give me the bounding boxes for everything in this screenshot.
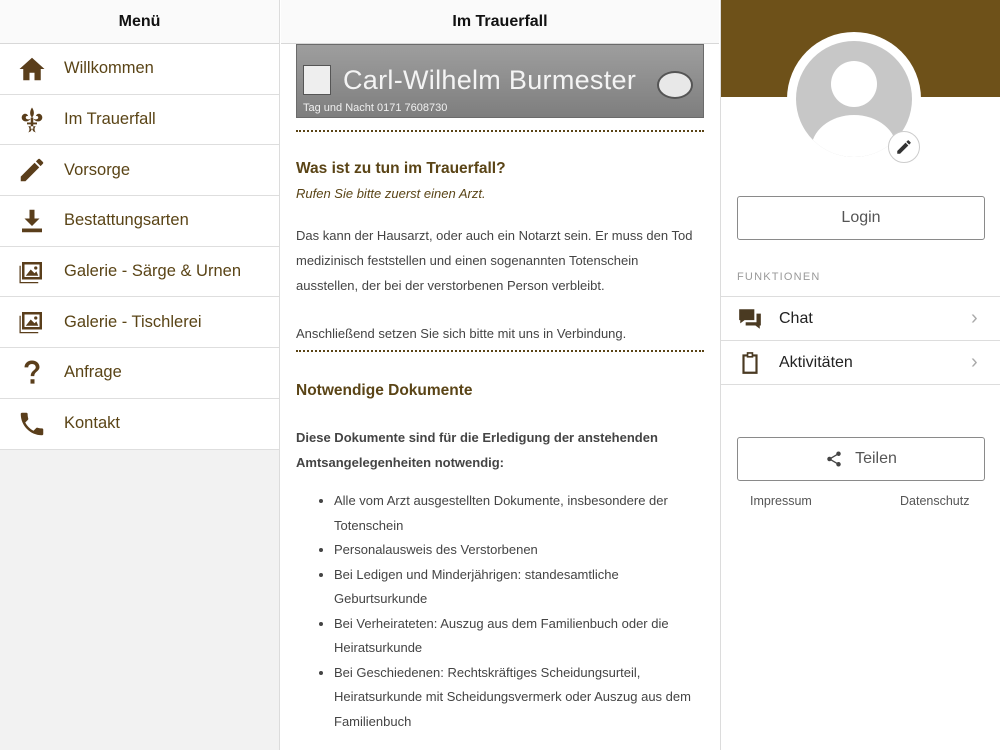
section-heading-trauerfall: Was ist zu tun im Trauerfall?: [296, 160, 506, 177]
menu-item-bestattungsarten[interactable]: [0, 196, 279, 247]
documents-list: [334, 489, 704, 734]
impressum-link[interactable]: Impressum: [750, 494, 812, 508]
content-body: [281, 44, 719, 734]
section-heading-dokumente: Notwendige Dokumente: [296, 382, 473, 399]
datenschutz-link[interactable]: Datenschutz: [900, 494, 970, 508]
share-icon: [825, 450, 843, 468]
menu-item-label: Galerie - Tischlerei: [64, 312, 202, 331]
company-phone: Tag und Nacht 0171 7608730: [303, 102, 448, 114]
menu-item-label: Kontakt: [64, 414, 120, 433]
menu-item-label: Vorsorge: [64, 160, 131, 179]
list-item: • Alle vom Arzt ausgestellten Dokumente, insbesondere der Totenschein: [334, 489, 704, 538]
company-emblem: [657, 71, 693, 99]
login-button[interactable]: Login: [737, 196, 985, 240]
company-banner: [296, 44, 704, 118]
page-title: Im Trauerfall: [281, 0, 719, 44]
menu-item-anfrage[interactable]: [0, 348, 279, 399]
function-label: Chat: [779, 309, 813, 327]
gallery-icon: [0, 257, 64, 287]
gallery-icon: [0, 307, 64, 337]
menu-item-willkommen[interactable]: [0, 44, 279, 95]
function-item-aktivitaeten[interactable]: [721, 341, 1000, 385]
function-item-chat[interactable]: [721, 297, 1000, 341]
list-item: • Personalausweis des Verstorbenen: [334, 538, 704, 563]
section-intro: Rufen Sie bitte zuerst einen Arzt.: [296, 186, 486, 201]
association-logo: [303, 65, 331, 95]
menu-item-galerie-tischlerei[interactable]: [0, 297, 279, 348]
menu-title: Menü: [0, 0, 279, 44]
list-item: • Bei Ledigen und Minderjährigen: standesamtliche Geburtsurkunde: [334, 563, 704, 612]
functions-label: FUNKTIONEN: [737, 271, 821, 283]
menu-item-vorsorge[interactable]: [0, 145, 279, 196]
menu-item-im-trauerfall[interactable]: [0, 95, 279, 146]
menu-item-galerie-saerge-urnen[interactable]: [0, 247, 279, 298]
list-item: • Bei Geschiedenen: Rechtskräftiges Scheidungsurteil, Heiratsurkunde mit Scheidungsvermerk oder Auszug aus dem Familienbuch: [334, 661, 704, 735]
fleur-de-lis-icon: [0, 105, 64, 135]
download-icon: [0, 206, 64, 236]
menu-item-label: Willkommen: [64, 59, 154, 78]
paragraph: Das kann der Hausarzt, oder auch ein Notarzt sein. Er muss den Tod medizinisch feststellen und einen sogenannten Totenschein ausstellen, der bei der verstorbenen Person verbleibt.: [296, 228, 693, 293]
menu-item-label: Im Trauerfall: [64, 110, 156, 129]
clipboard-icon: [721, 350, 779, 376]
pencil-icon: [0, 155, 64, 185]
function-label: Aktivitäten: [779, 353, 853, 371]
side-menu: [0, 0, 280, 750]
functions-list: [721, 296, 1000, 385]
question-icon: [0, 358, 64, 388]
menu-item-label: Galerie - Särge & Urnen: [64, 262, 241, 281]
divider: [296, 350, 704, 352]
menu-item-label: Anfrage: [64, 363, 122, 382]
user-panel: [720, 0, 1000, 750]
menu-item-kontakt[interactable]: [0, 399, 279, 450]
chevron-right-icon: ›: [971, 351, 978, 373]
menu-item-label: Bestattungsarten: [64, 211, 189, 230]
share-label: Teilen: [855, 450, 897, 467]
company-name: Carl-Wilhelm Burmester: [343, 65, 637, 95]
list-item: • Bei Verheirateten: Auszug aus dem Familienbuch oder die Heiratsurkunde: [334, 612, 704, 661]
edit-avatar-button[interactable]: [888, 131, 920, 163]
divider: [296, 130, 704, 132]
phone-icon: [0, 409, 64, 439]
chat-icon: [721, 306, 779, 332]
pencil-icon: [895, 138, 913, 156]
chevron-right-icon: ›: [971, 307, 978, 329]
share-button[interactable]: [737, 437, 985, 481]
content-pane: [281, 0, 719, 750]
documents-lead: Diese Dokumente sind für die Erledigung der anstehenden Amtsangelegenheiten notwendig:: [296, 430, 658, 470]
paragraph: Anschließend setzen Sie sich bitte mit uns in Verbindung.: [296, 326, 627, 341]
home-icon: [0, 54, 64, 84]
